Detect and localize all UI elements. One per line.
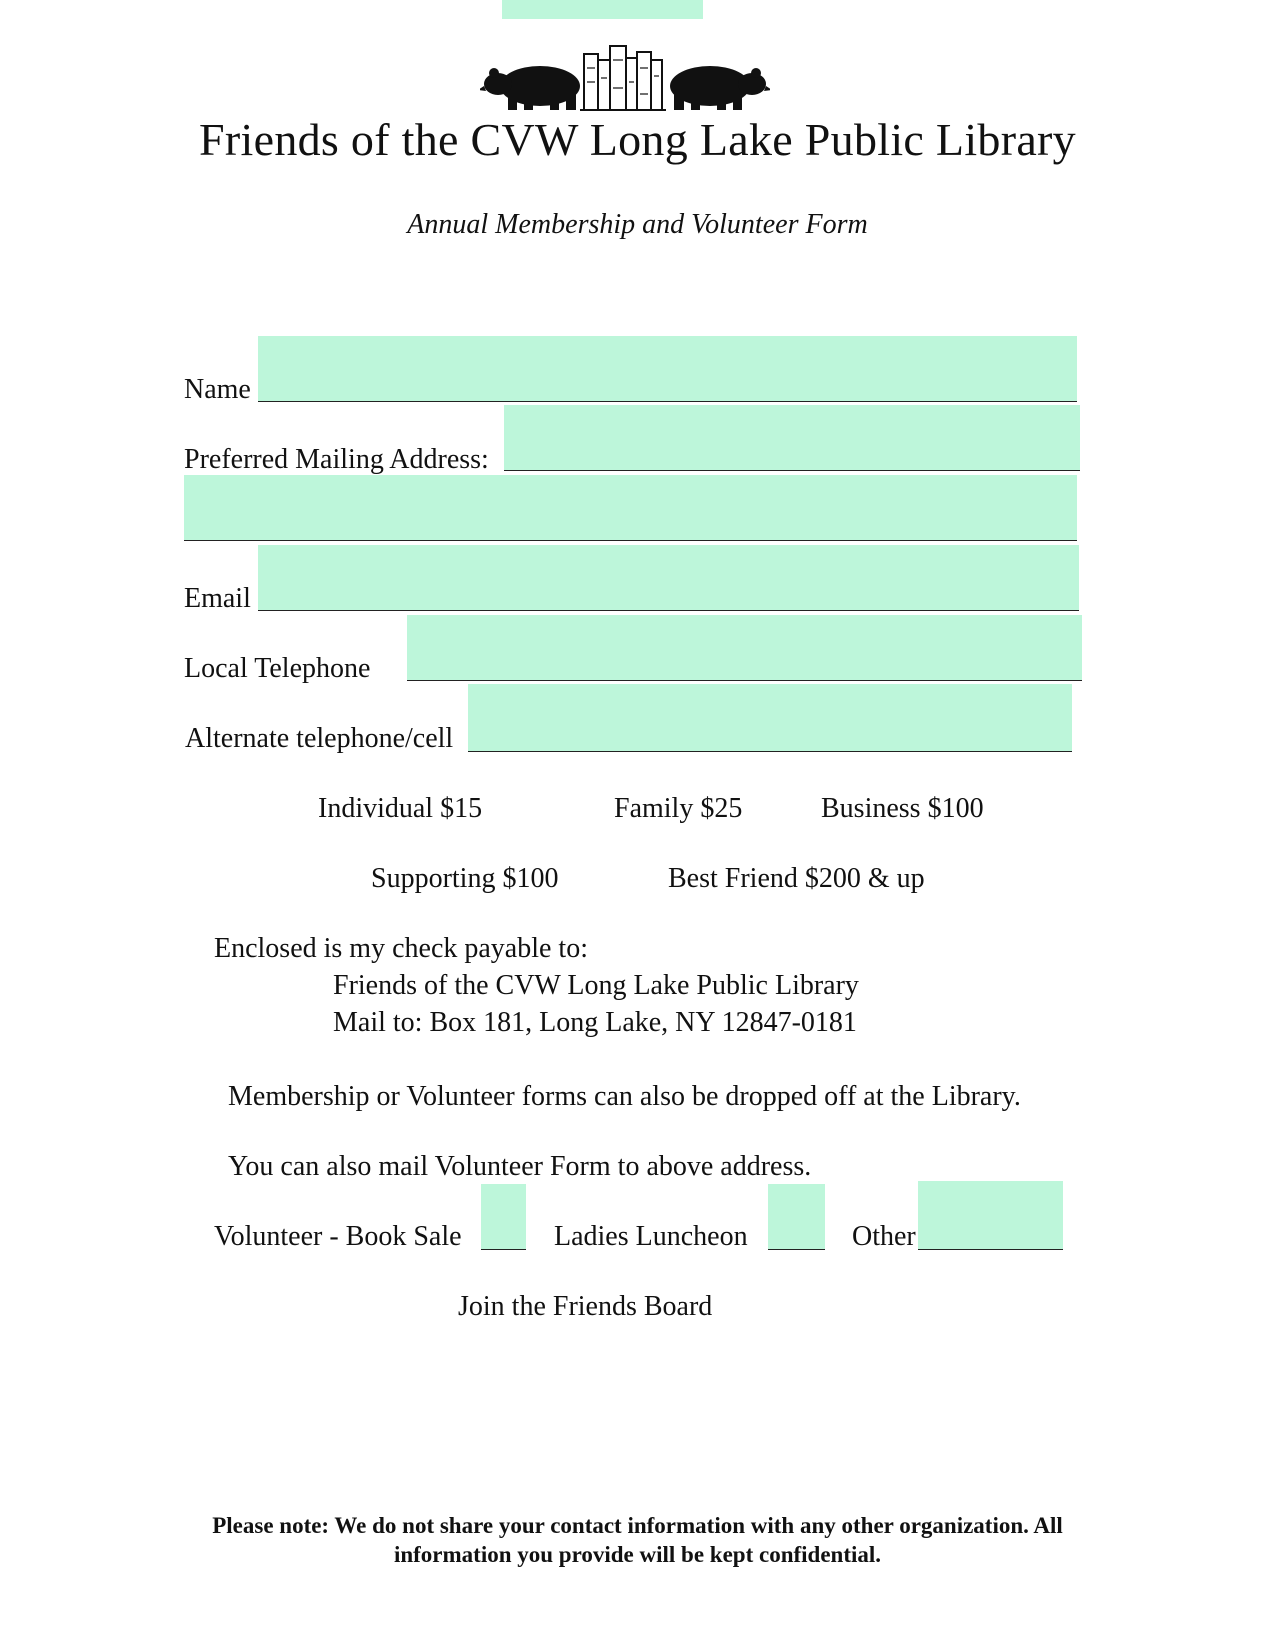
volunteer-book-sale-label: Volunteer - Book Sale xyxy=(214,1221,462,1252)
dropoff-info: Membership or Volunteer forms can also be dropped off at the Library. xyxy=(228,1081,1021,1112)
library-logo xyxy=(480,38,770,114)
join-board-text: Join the Friends Board xyxy=(458,1291,713,1322)
book-sale-field[interactable] xyxy=(481,1184,526,1250)
ladies-luncheon-label: Ladies Luncheon xyxy=(554,1221,748,1252)
page-title: Friends of the CVW Long Lake Public Library xyxy=(199,114,1076,165)
confidentiality-note-line2: information you provide will be kept confidential. xyxy=(393,1542,882,1567)
mailing-address-label: Preferred Mailing Address: xyxy=(184,444,489,475)
local-telephone-label: Local Telephone xyxy=(184,653,371,684)
alternate-telephone-field[interactable] xyxy=(468,684,1072,752)
confidentiality-note xyxy=(0,1511,1275,1569)
membership-individual: Individual $15 xyxy=(318,793,483,824)
confidentiality-note-line1: Please note: We do not share your contact information with any other organization. All xyxy=(212,1513,1063,1538)
mailing-address-text: Mail to: Box 181, Long Lake, NY 12847-0181 xyxy=(333,1007,857,1038)
ladies-luncheon-field[interactable] xyxy=(768,1184,825,1250)
alternate-telephone-label: Alternate telephone/cell xyxy=(185,723,454,754)
name-field[interactable] xyxy=(258,336,1077,402)
mail-volunteer-info: You can also mail Volunteer Form to above address. xyxy=(228,1151,812,1182)
form-subtitle: Annual Membership and Volunteer Form xyxy=(407,209,868,240)
email-field[interactable] xyxy=(258,545,1079,611)
top-form-field[interactable] xyxy=(502,0,703,19)
email-label: Email xyxy=(184,583,251,614)
mailing-address-line2-field[interactable] xyxy=(184,475,1077,541)
other-label: Other xyxy=(852,1221,916,1252)
other-field[interactable] xyxy=(918,1181,1063,1250)
mailing-address-field[interactable] xyxy=(504,405,1080,471)
membership-best-friend: Best Friend $200 & up xyxy=(668,863,925,894)
payee-name: Friends of the CVW Long Lake Public Library xyxy=(333,970,859,1001)
membership-family: Family $25 xyxy=(614,793,743,824)
name-label: Name xyxy=(184,374,251,405)
enclosed-check-text: Enclosed is my check payable to: xyxy=(214,933,588,964)
local-telephone-field[interactable] xyxy=(407,615,1082,681)
membership-supporting: Supporting $100 xyxy=(371,863,559,894)
bears-and-books-logo-icon xyxy=(480,38,770,114)
membership-business: Business $100 xyxy=(821,793,984,824)
